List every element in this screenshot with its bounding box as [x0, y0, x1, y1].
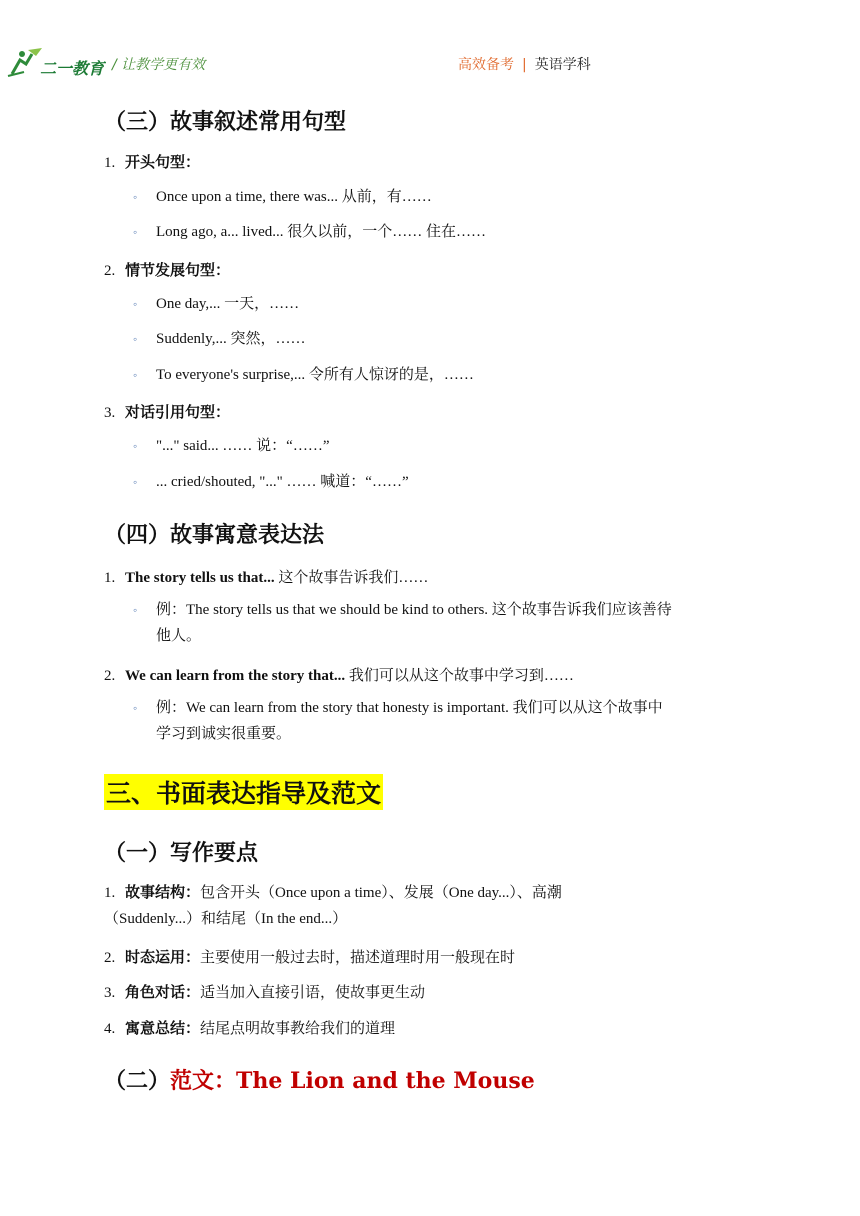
list-item: 2. 时态运用：主要使用一般过去时，描述道理时用一般现在时	[104, 948, 516, 966]
section-heading-model-essay: （二）范文：The Lion and the Mouse	[104, 1068, 535, 1094]
header-tag: 高效备考	[458, 57, 514, 73]
bullet-item: ◦ Suddenly,... 突然，……	[133, 326, 763, 352]
bullet-icon: ◦	[133, 603, 138, 617]
list-item: 4. 寓意总结：结尾点明故事教给我们的道理	[104, 1019, 396, 1037]
bullet-item: ◦ ... cried/shouted, "..." …… 喊道：“……”	[133, 469, 763, 495]
header-right	[458, 54, 591, 74]
list-item: 1. 故事结构：包含开头（Once upon a time）、发展（One day...）、高潮 （Suddenly...）和结尾（In the end...）	[104, 883, 562, 927]
slogan: / 让教学更有效	[112, 57, 206, 73]
svg-text:二一教育: 二一教育	[40, 59, 105, 78]
list-item: 3. 对话引用句型：	[104, 403, 231, 421]
list-item: 1. The story tells us that... 这个故事告诉我们……	[104, 570, 429, 586]
list-item: 2. 情节发展句型：	[104, 261, 231, 279]
bullet-icon: ◦	[133, 297, 138, 311]
bullet-icon: ◦	[133, 332, 138, 346]
bullet-icon: ◦	[133, 701, 138, 715]
bullet-icon: ◦	[133, 368, 138, 382]
section-heading-moral: （四）故事寓意表达法	[104, 522, 325, 548]
bullet-icon: ◦	[133, 475, 138, 489]
bullet-icon: ◦	[133, 439, 138, 453]
bullet-item: ◦ "..." said... …… 说：“……”	[133, 433, 763, 459]
section-heading-sentence-patterns: （三）故事叙述常用句型	[104, 109, 347, 135]
part-heading-writing-guide: 三、书面表达指导及范文	[104, 774, 383, 810]
header-subject: 英语学科	[534, 57, 591, 73]
bullet-item: ◦ Once upon a time, there was... 从前，有……	[133, 184, 763, 210]
list-item: 1. 开头句型：	[104, 153, 201, 171]
page-header	[0, 40, 860, 84]
header-separator: |	[522, 57, 527, 73]
bullet-item: ◦ One day,... 一天，……	[133, 291, 763, 317]
bullet-item: ◦ 例：We can learn from the story that honesty is important. 我们可以从这个故事中 学习到诚实很重要。	[133, 695, 763, 747]
bullet-icon: ◦	[133, 225, 138, 239]
list-item: 3. 角色对话：适当加入直接引语，使故事更生动	[104, 983, 426, 1001]
bullet-icon: ◦	[133, 190, 138, 204]
bullet-item: ◦ 例：The story tells us that we should be kind to others. 这个故事告诉我们应该善待 他人。	[133, 597, 763, 649]
section-heading-writing-points: （一）写作要点	[104, 840, 259, 866]
brand-logo	[6, 46, 106, 82]
bullet-item: ◦ To everyone's surprise,... 令所有人惊讶的是，……	[133, 362, 763, 388]
bullet-item: ◦ Long ago, a... lived... 很久以前，一个…… 住在……	[133, 219, 763, 245]
list-item: 2. We can learn from the story that... 我们可以从这个故事中学习到……	[104, 668, 574, 684]
